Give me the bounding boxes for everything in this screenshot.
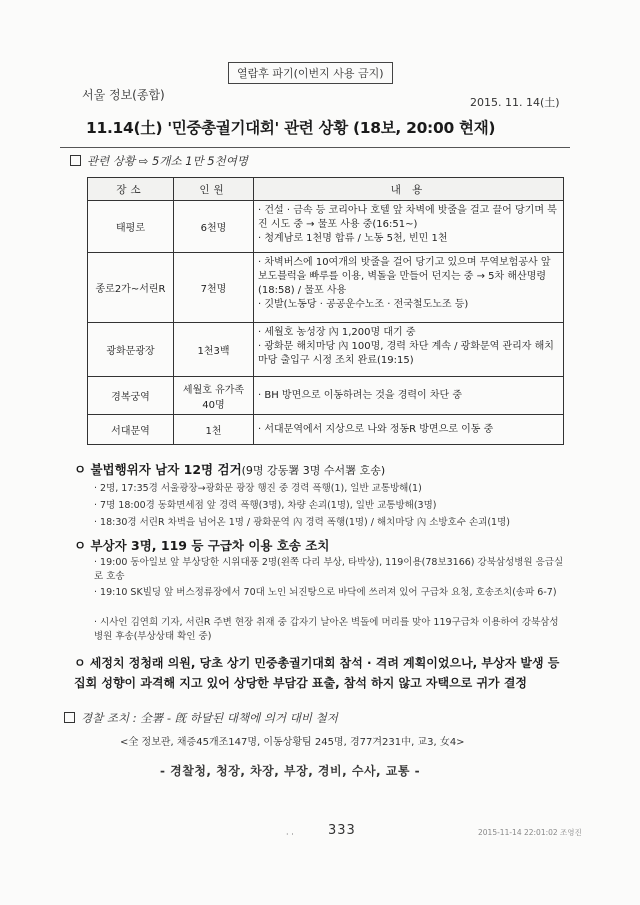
cell-people: 세월호 유가족 40명	[174, 377, 254, 415]
distribution-list: - 경찰청, 청장, 차장, 부장, 경비, 수사, 교통 -	[160, 764, 421, 778]
checkbox-icon	[64, 712, 75, 723]
section-heading-suffix: (9명 강동署 3명 수서署 호송)	[241, 464, 386, 477]
issuing-org: 서울 정보(종합)	[82, 88, 165, 102]
table-header-row	[88, 178, 564, 201]
cell-place: 태평로	[88, 201, 174, 253]
status-table	[87, 177, 564, 445]
police-detail: <全 정보관, 채증45개조147명, 이동상황팀 245명, 경77겨231中, 교3, 女4>	[120, 737, 465, 748]
cell-people: 7천명	[174, 253, 254, 323]
header-place: 장소	[88, 178, 174, 201]
section-text: 세정치 정청래 의원, 당초 상기 민중총궐기대회 참석 · 격려 계획이었으나, 부상자 발생 등 집회 성향이 과격해 지고 있어 상당한 부담감 표출, 참석 하지 않고 자택으로 귀가 결정	[74, 656, 560, 690]
content-line: · 차벽버스에 10여개의 밧줄을 걸어 당기고 있으며 무역보험공사 앞 보도블럭을 빠루를 이용, 벽돌을 만들어 던지는 중 → 5차 해산명령(18:58) / 물포 사용	[258, 257, 551, 296]
content-line: · 광화문 해치마당 內 100명, 경력 차단 계속 / 광화문역 관리자 해치마당 출입구 시정 조치 완료(19:15)	[258, 341, 554, 366]
page-dots: · ·	[286, 830, 294, 839]
cell-place: 광화문광장	[88, 323, 174, 377]
list-item: · 18:30경 서린R 차벽을 넘어온 1명 / 광화문역 內 경력 폭행(1명) / 해치마당 內 소방호수 손괴(1명)	[94, 517, 510, 528]
cell-people: 1천	[174, 415, 254, 445]
cell-people: 6천명	[174, 201, 254, 253]
page-number: 333	[328, 823, 356, 838]
content-line: · 서대문역에서 지상으로 나와 정동R 방면으로 이동 중	[258, 423, 494, 435]
police-measures	[64, 710, 338, 726]
table-row	[88, 323, 564, 377]
header-people: 인원	[174, 178, 254, 201]
fax-timestamp: 2015-11-14 22:01:02 조영진	[478, 828, 582, 837]
content-line: · 청계남로 1천명 합류 / 노동 5천, 빈민 1천	[258, 233, 448, 244]
section-heading: 부상자 3명, 119 등 구급차 이용 호송 조치	[90, 538, 330, 553]
list-item: · 7명 18:00경 동화면세점 앞 경력 폭행(3명), 차량 손괴(1명), 일반 교통방해(3명)	[94, 500, 437, 511]
list-item: · 시사인 김연희 기자, 서린R 주변 현장 취재 중 갑자기 날아온 벽돌에 머리를 맞아 119구급차 이용하여 강북삼성병원 후송(부상상태 확인 중)	[94, 617, 559, 642]
list-item: · 19:00 동아일보 앞 부상당한 시위대풍 2명(왼쪽 다리 부상, 타박상), 119이용(78보3166) 강북삼성병원 응급실로 호송	[94, 557, 564, 582]
report-title: 11.14(土) '민중총궐기대회' 관련 상황 (18보, 20:00 현재)	[86, 119, 496, 137]
classification-stamp: 열람후 파기(이번지 사용 금지)	[228, 62, 393, 84]
cell-content	[254, 415, 564, 445]
cell-content	[254, 377, 564, 415]
police-measures-text: 경찰 조치 : 全署 - 旣 하달된 대책에 의거 대비 철저	[81, 711, 338, 725]
report-date: 2015. 11. 14(土)	[470, 96, 560, 109]
table-row	[88, 377, 564, 415]
section-heading: 불법행위자 남자 12명 검거	[90, 462, 242, 477]
content-line: · 세월호 농성장 內 1,200명 대기 중	[258, 327, 416, 338]
list-item: · 2명, 17:35경 서울광장→광화문 광장 행진 중 경력 폭행(1), 일반 교통방해(1)	[94, 483, 422, 494]
cell-place: 종로2가~서린R	[88, 253, 174, 323]
cell-content	[254, 253, 564, 323]
section-injuries: ㅇ 부상자 3명, 119 등 구급차 이용 호송 조치	[74, 538, 330, 553]
cell-place: 경복궁역	[88, 377, 174, 415]
section-politician: ㅇ 세정치 정청래 의원, 당초 상기 민중총궐기대회 참석 · 격려 계획이었으나, 부상자 발생 등 집회 성향이 과격해 지고 있어 상당한 부담감 표출, 참석 하지 않고 자택으로 귀가 결정	[74, 656, 560, 690]
cell-content	[254, 201, 564, 253]
list-item: · 19:10 SK빌딩 앞 버스정류장에서 70대 노인 뇌진탕으로 바닥에 쓰러져 있어 구급차 요청, 호송조치(송파 6-7)	[94, 587, 557, 598]
table-row	[88, 415, 564, 445]
summary-text: 관련 상황 ⇨ 5개소 1만 5천여명	[87, 154, 248, 168]
table-row	[88, 201, 564, 253]
section-arrests: ㅇ 불법행위자 남자 12명 검거(9명 강동署 3명 수서署 호송)	[74, 462, 386, 477]
checkbox-icon	[70, 155, 81, 166]
cell-place: 서대문역	[88, 415, 174, 445]
cell-people: 1천3백	[174, 323, 254, 377]
content-line: · 깃발(노동당 · 공공운수노조 · 전국철도노조 등)	[258, 299, 469, 310]
content-line: · BH 방면으로 이동하려는 것을 경력이 차단 중	[258, 389, 463, 401]
cell-content	[254, 323, 564, 377]
header-content: 내 용	[254, 178, 564, 201]
table-row	[88, 253, 564, 323]
title-divider	[60, 147, 570, 148]
content-line: · 건설 · 금속 등 코리아나 호텔 앞 차벽에 밧줄을 걸고 끌어 당기며 북진 시도 중 → 물포 사용 중(16:51~)	[258, 205, 557, 230]
handwritten-summary	[70, 153, 248, 169]
